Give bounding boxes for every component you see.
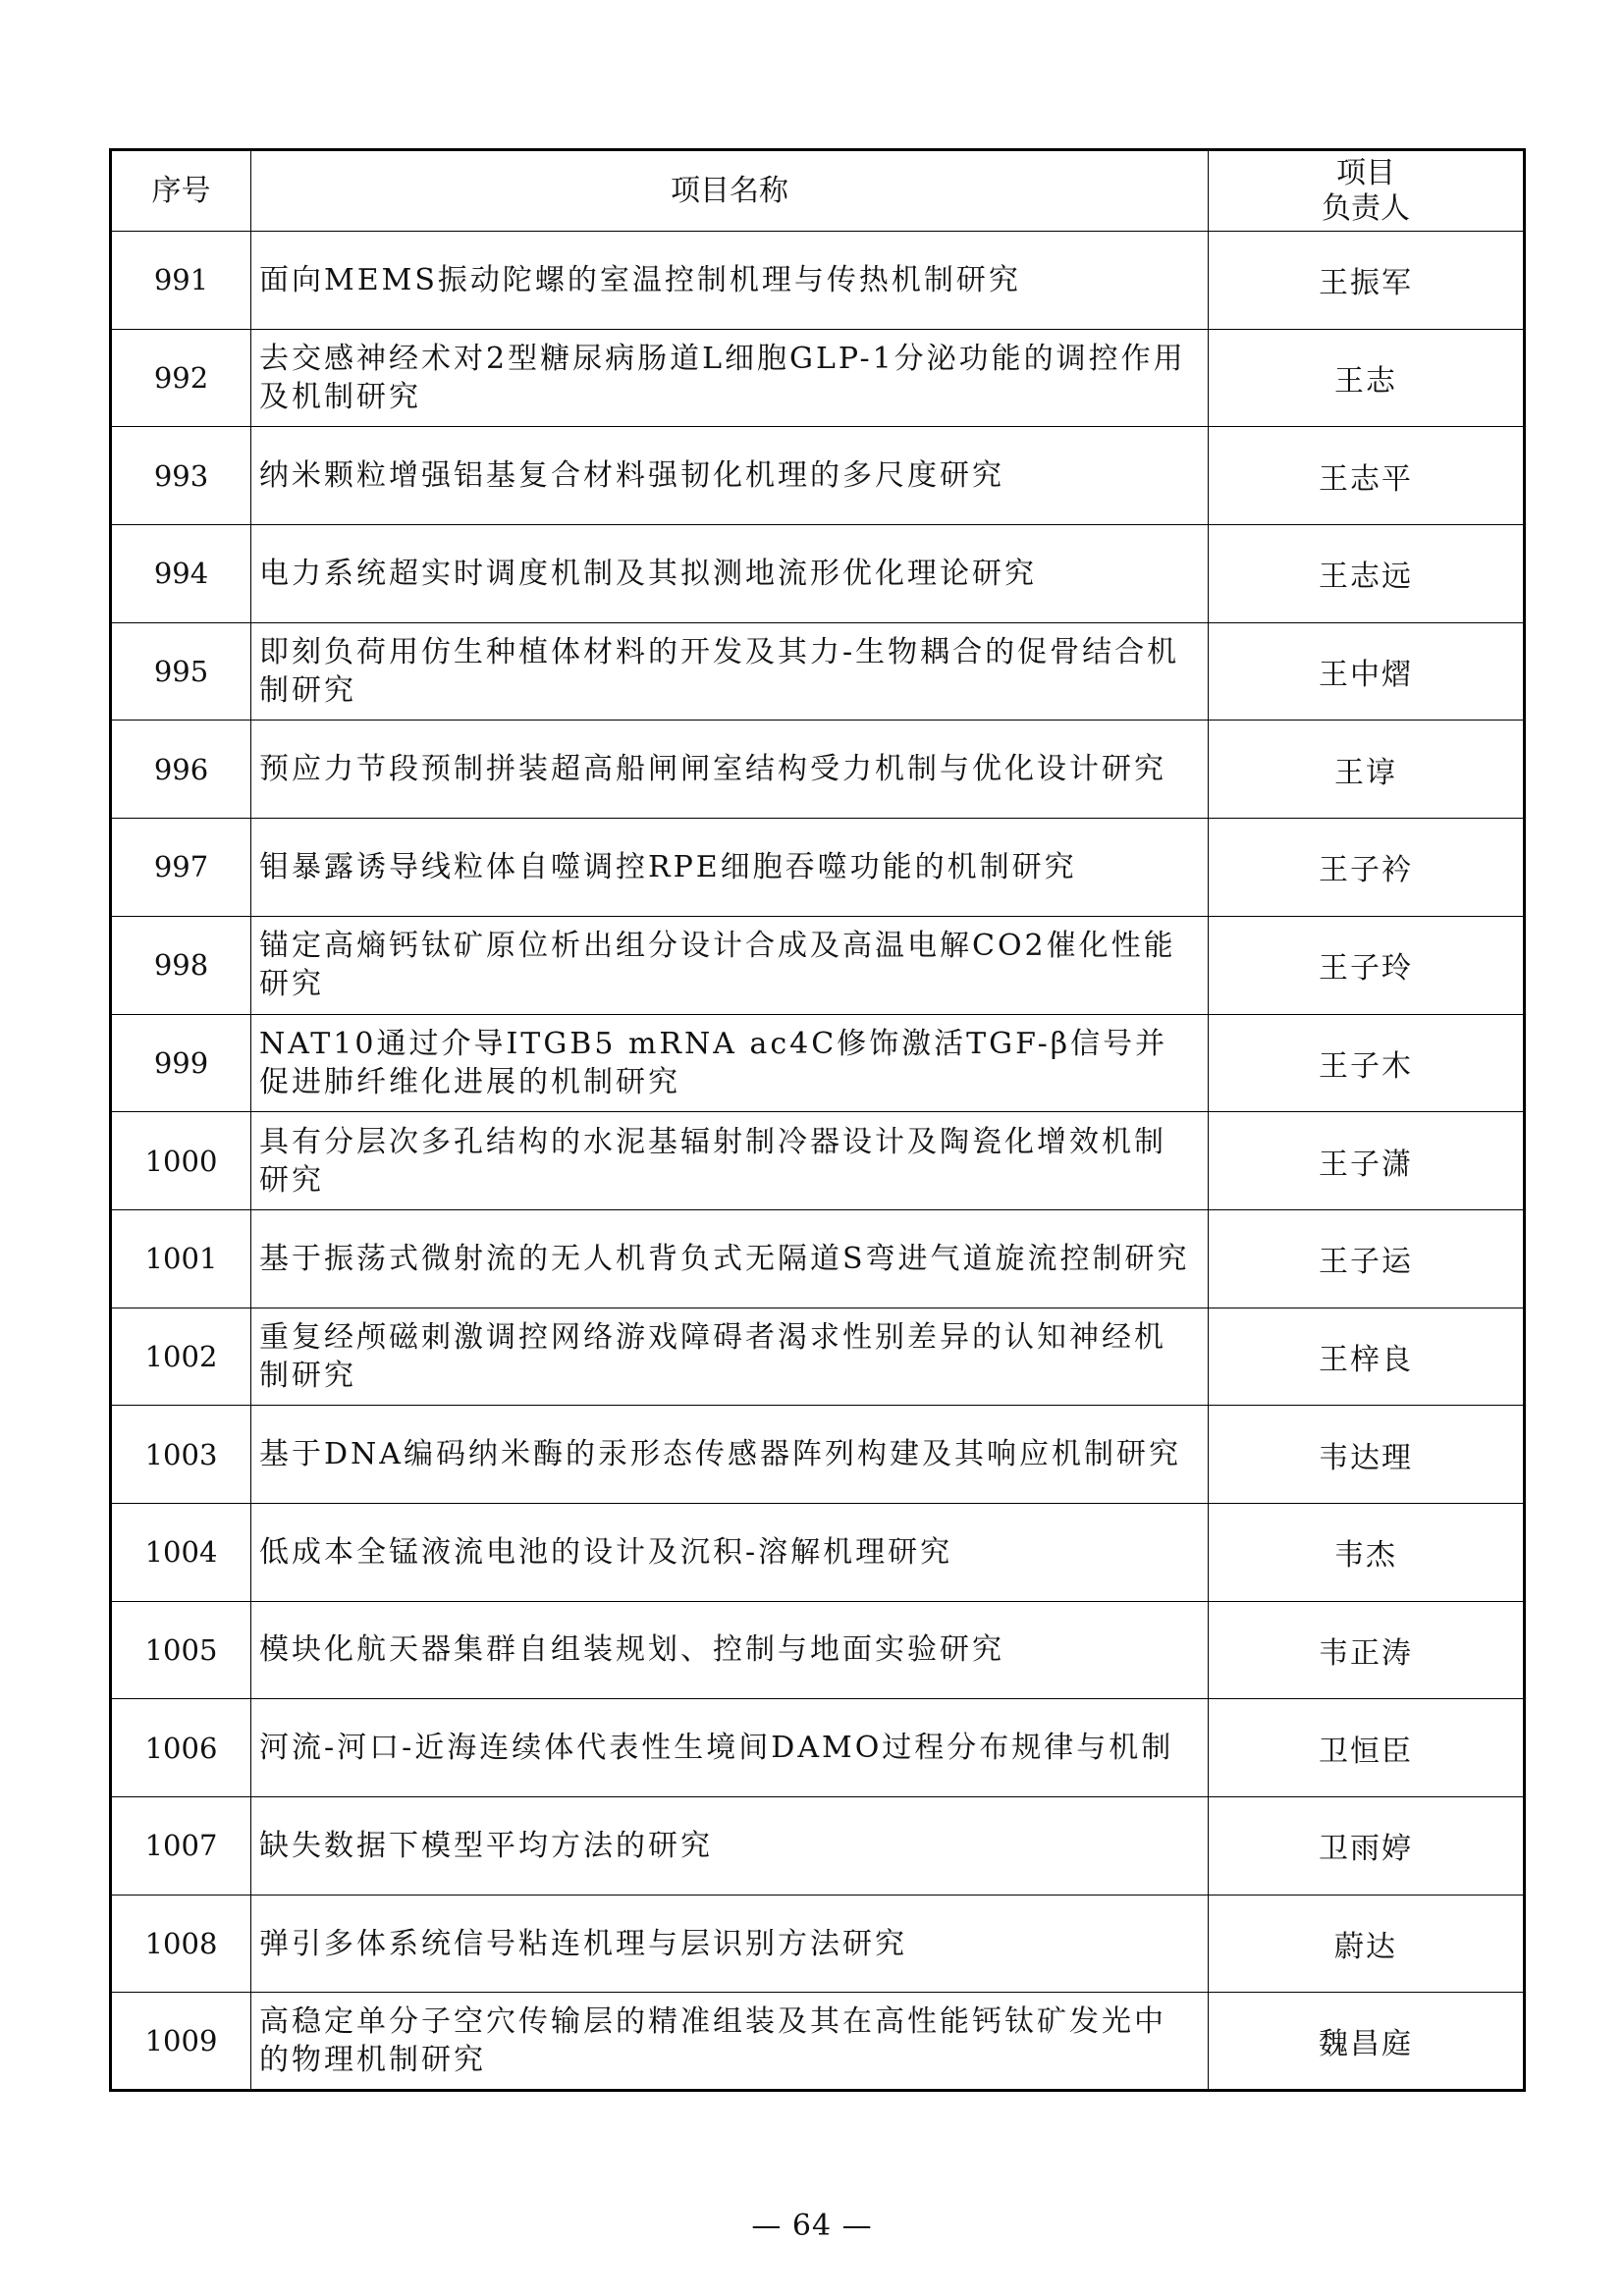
table-row	[111, 1014, 1525, 1112]
row-project-lead: 王子衿	[1209, 819, 1525, 917]
row-project-lead: 韦达理	[1209, 1406, 1525, 1504]
table-body	[111, 232, 1525, 2091]
row-project-name: 河流-河口-近海连续体代表性生境间DAMO过程分布规律与机制	[251, 1699, 1209, 1797]
row-project-name: 缺失数据下模型平均方法的研究	[251, 1797, 1209, 1896]
row-project-name: 低成本全锰液流电池的设计及沉积-溶解机理研究	[251, 1503, 1209, 1601]
row-project-name: 模块化航天器集群自组装规划、控制与地面实验研究	[251, 1601, 1209, 1699]
row-project-name: 钼暴露诱导线粒体自噬调控RPE细胞吞噬功能的机制研究	[251, 819, 1209, 917]
table-row	[111, 622, 1525, 721]
row-project-name: 锚定高熵钙钛矿原位析出组分设计合成及高温电解CO2催化性能研究	[251, 916, 1209, 1014]
row-project-lead: 蔚达	[1209, 1895, 1525, 1993]
table-row	[111, 916, 1525, 1014]
row-number: 1006	[111, 1699, 251, 1797]
row-number: 997	[111, 819, 251, 917]
row-project-lead: 王子运	[1209, 1209, 1525, 1308]
row-project-lead: 卫雨婷	[1209, 1797, 1525, 1896]
row-number: 993	[111, 427, 251, 525]
row-project-name: 去交感神经术对2型糖尿病肠道L细胞GLP-1分泌功能的调控作用及机制研究	[251, 329, 1209, 427]
table-row	[111, 427, 1525, 525]
row-project-lead: 王志远	[1209, 525, 1525, 623]
table-row	[111, 1209, 1525, 1308]
row-number: 998	[111, 916, 251, 1014]
row-project-lead: 王志平	[1209, 427, 1525, 525]
row-project-name: 面向MEMS振动陀螺的室温控制机理与传热机制研究	[251, 232, 1209, 330]
header-project-lead	[1209, 150, 1525, 232]
row-number: 1005	[111, 1601, 251, 1699]
row-project-name: 预应力节段预制拼装超高船闸闸室结构受力机制与优化设计研究	[251, 721, 1209, 819]
row-number: 1004	[111, 1503, 251, 1601]
row-number: 991	[111, 232, 251, 330]
row-number: 1007	[111, 1797, 251, 1896]
row-project-lead: 卫恒臣	[1209, 1699, 1525, 1797]
row-project-name: 电力系统超实时调度机制及其拟测地流形优化理论研究	[251, 525, 1209, 623]
row-number: 999	[111, 1014, 251, 1112]
row-project-lead: 王谆	[1209, 721, 1525, 819]
row-project-name: 具有分层次多孔结构的水泥基辐射制冷器设计及陶瓷化增效机制研究	[251, 1112, 1209, 1210]
row-project-name: NAT10通过介导ITGB5 mRNA ac4C修饰激活TGF-β信号并促进肺纤维化进展的机制研究	[251, 1014, 1209, 1112]
row-project-lead: 韦正涛	[1209, 1601, 1525, 1699]
row-project-lead: 王振军	[1209, 232, 1525, 330]
row-project-lead: 王子玲	[1209, 916, 1525, 1014]
table-row	[111, 1112, 1525, 1210]
header-project-name: 项目名称	[251, 150, 1209, 232]
table-header-row	[111, 150, 1525, 232]
table-row	[111, 525, 1525, 623]
project-table	[109, 148, 1526, 2092]
row-project-name: 高稳定单分子空穴传输层的精准组装及其在高性能钙钛矿发光中的物理机制研究	[251, 1993, 1209, 2091]
page-number: — 64 —	[751, 2209, 873, 2243]
header-project-lead-line1: 项目	[1336, 155, 1395, 190]
row-project-name: 纳米颗粒增强铝基复合材料强韧化机理的多尺度研究	[251, 427, 1209, 525]
row-number: 1001	[111, 1209, 251, 1308]
table-row	[111, 819, 1525, 917]
header-number: 序号	[111, 150, 251, 232]
table-row	[111, 1308, 1525, 1406]
row-project-lead: 王子潇	[1209, 1112, 1525, 1210]
row-project-lead: 王梓良	[1209, 1308, 1525, 1406]
row-project-lead: 王子木	[1209, 1014, 1525, 1112]
table-row	[111, 1993, 1525, 2091]
row-number: 1000	[111, 1112, 251, 1210]
table-row	[111, 232, 1525, 330]
row-project-name: 即刻负荷用仿生种植体材料的开发及其力-生物耦合的促骨结合机制研究	[251, 622, 1209, 721]
row-project-name: 弹引多体系统信号粘连机理与层识别方法研究	[251, 1895, 1209, 1993]
table-row	[111, 1895, 1525, 1993]
row-number: 995	[111, 622, 251, 721]
row-project-lead: 王志	[1209, 329, 1525, 427]
table-row	[111, 1601, 1525, 1699]
table-row	[111, 721, 1525, 819]
row-project-lead: 韦杰	[1209, 1503, 1525, 1601]
row-project-lead: 王中熠	[1209, 622, 1525, 721]
row-number: 1003	[111, 1406, 251, 1504]
row-number: 1009	[111, 1993, 251, 2091]
row-project-name: 基于DNA编码纳米酶的汞形态传感器阵列构建及其响应机制研究	[251, 1406, 1209, 1504]
header-project-lead-line2: 负责人	[1322, 190, 1410, 226]
row-number: 1002	[111, 1308, 251, 1406]
table-row	[111, 1797, 1525, 1896]
row-number: 994	[111, 525, 251, 623]
row-number: 1008	[111, 1895, 251, 1993]
table-row	[111, 329, 1525, 427]
row-number: 992	[111, 329, 251, 427]
table-row	[111, 1406, 1525, 1504]
table-row	[111, 1699, 1525, 1797]
table-row	[111, 1503, 1525, 1601]
row-project-name: 重复经颅磁刺激调控网络游戏障碍者渴求性别差异的认知神经机制研究	[251, 1308, 1209, 1406]
row-project-lead: 魏昌庭	[1209, 1993, 1525, 2091]
row-number: 996	[111, 721, 251, 819]
row-project-name: 基于振荡式微射流的无人机背负式无隔道S弯进气道旋流控制研究	[251, 1209, 1209, 1308]
